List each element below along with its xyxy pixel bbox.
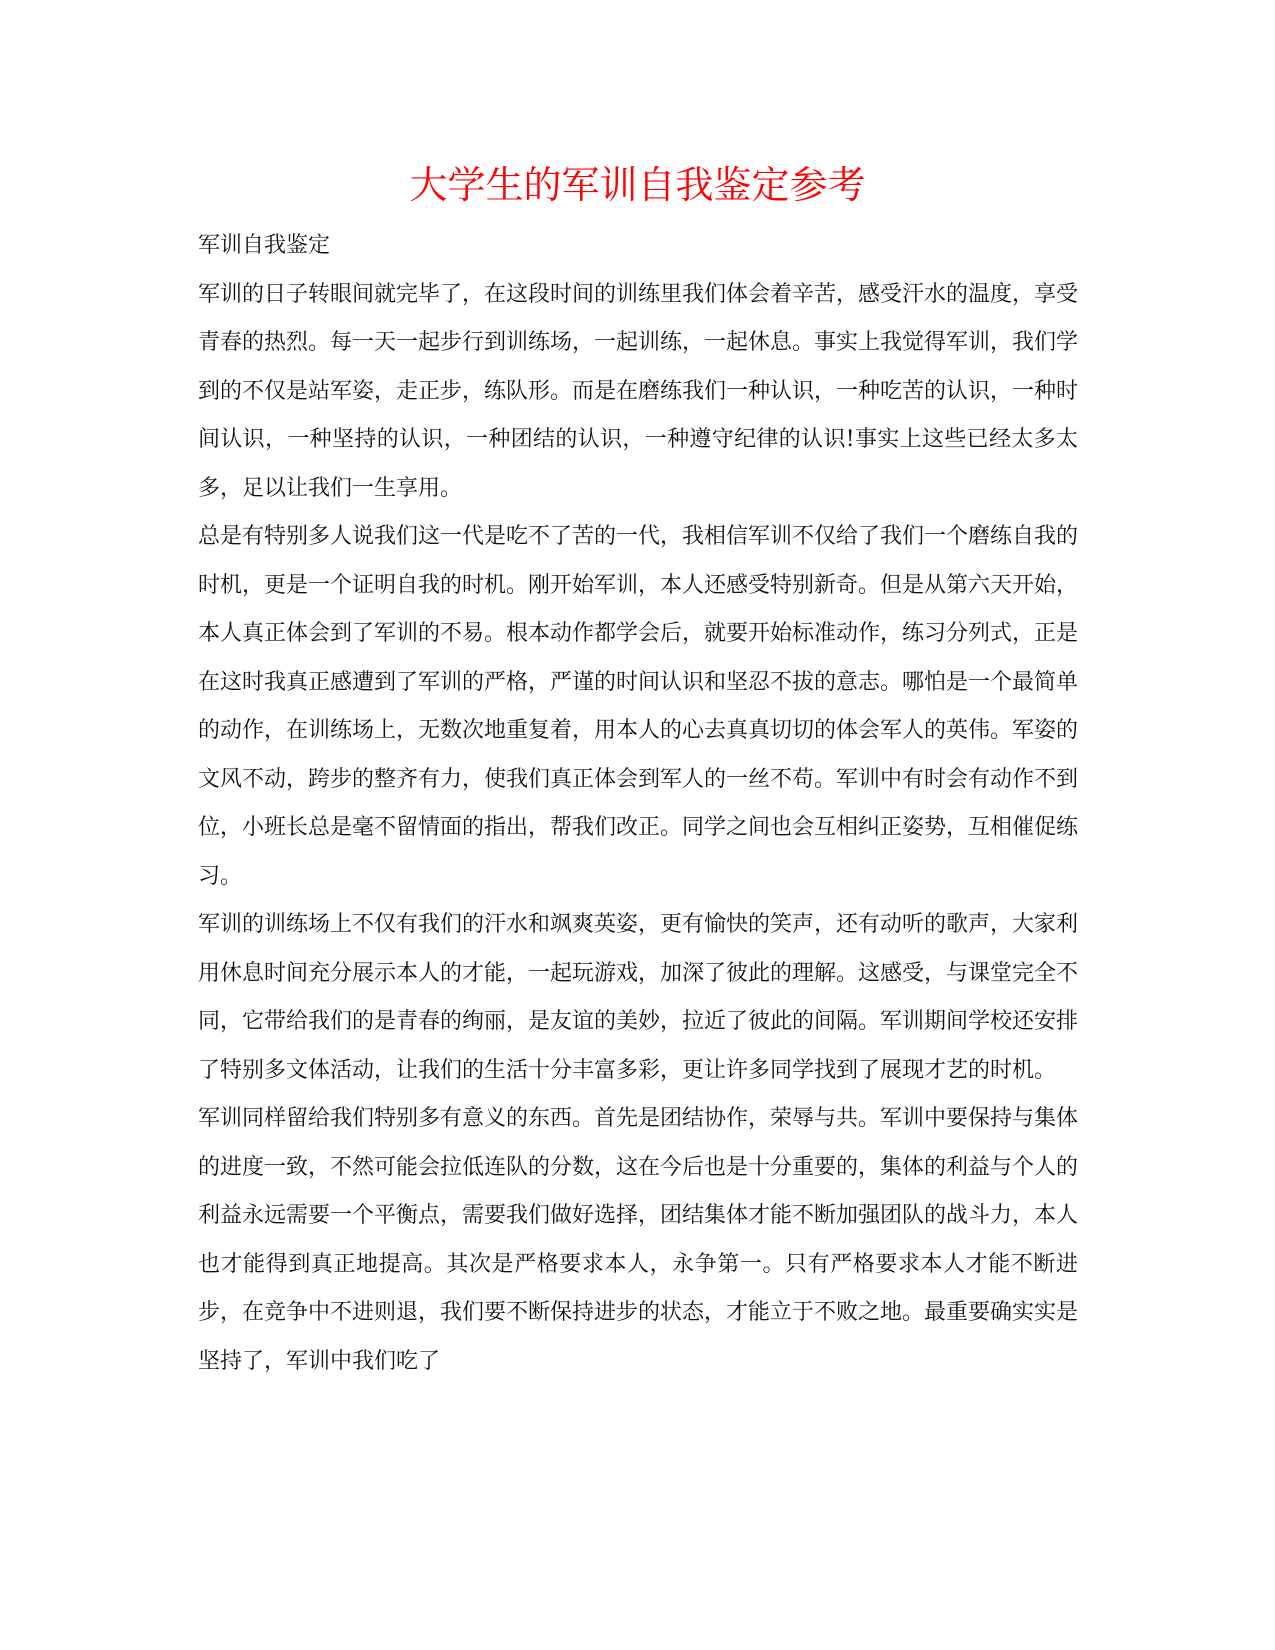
- document-body: [198, 222, 1078, 1386]
- paragraph-3: 军训的训练场上不仅有我们的汗水和飒爽英姿，更有愉快的笑声，还有动听的歌声，大家利用休息时间充分展示本人的才能，一起玩游戏，加深了彼此的理解。这感受，与课堂完全不同，它带给我们的是青春的绚丽，是友谊的美妙，拉近了彼此的间隔。军训期间学校还安排了特别多文体活动，让我们的生活十分丰富多彩，更让许多同学找到了展现才艺的时机。: [198, 912, 1079, 1083]
- paragraph-4: 军训同样留给我们特别多有意义的东西。首先是团结协作，荣辱与共。军训中要保持与集体的进度一致，不然可能会拉低连队的分数，这在今后也是十分重要的，集体的利益与个人的利益永远需要一个平衡点，需要我们做好选择，团结集体才能不断加强团队的战斗力，本人也才能得到真正地提高。其次是严格要求本人，永争第一。只有严格要求本人才能不断进步，在竞争中不进则退，我们要不断保持进步的状态，才能立于不败之地。最重要确实实是坚持了，军训中我们吃了: [198, 1106, 1079, 1374]
- section-heading: 军训自我鉴定: [198, 233, 331, 258]
- paragraph-2: 总是有特别多人说我们这一代是吃不了苦的一代，我相信军训不仅给了我们一个磨练自我的时机，更是一个证明自我的时机。刚开始军训，本人还感受特别新奇。但是从第六天开始，本人真正体会到了军训的不易。根本动作都学会后，就要开始标准动作，练习分列式，正是在这时我真正感遭到了军训的严格，严谨的时间认识和坚忍不拔的意志。哪怕是一个最简单的动作，在训练场上，无数次地重复着，用本人的心去真真切切的体会军人的英伟。军姿的文风不动，跨步的整齐有力，使我们真正体会到军人的一丝不苟。军训中有时会有动作不到位，小班长总是毫不留情面的指出，帮我们改正。同学之间也会互相纠正姿势，互相催促练习。: [198, 524, 1079, 889]
- paragraph-1: 军训的日子转眼间就完毕了，在这段时间的训练里我们体会着辛苦，感受汗水的温度，享受青春的热烈。每一天一起步行到训练场，一起训练，一起休息。事实上我觉得军训，我们学到的不仅是站军姿，走正步，练队形。而是在磨练我们一种认识，一种吃苦的认识，一种时间认识，一种坚持的认识，一种团结的认识，一种遵守纪律的认识!事实上这些已经太多太多，足以让我们一生享用。: [198, 281, 1079, 501]
- document-title: 大学生的军训自我鉴定参考: [409, 163, 866, 207]
